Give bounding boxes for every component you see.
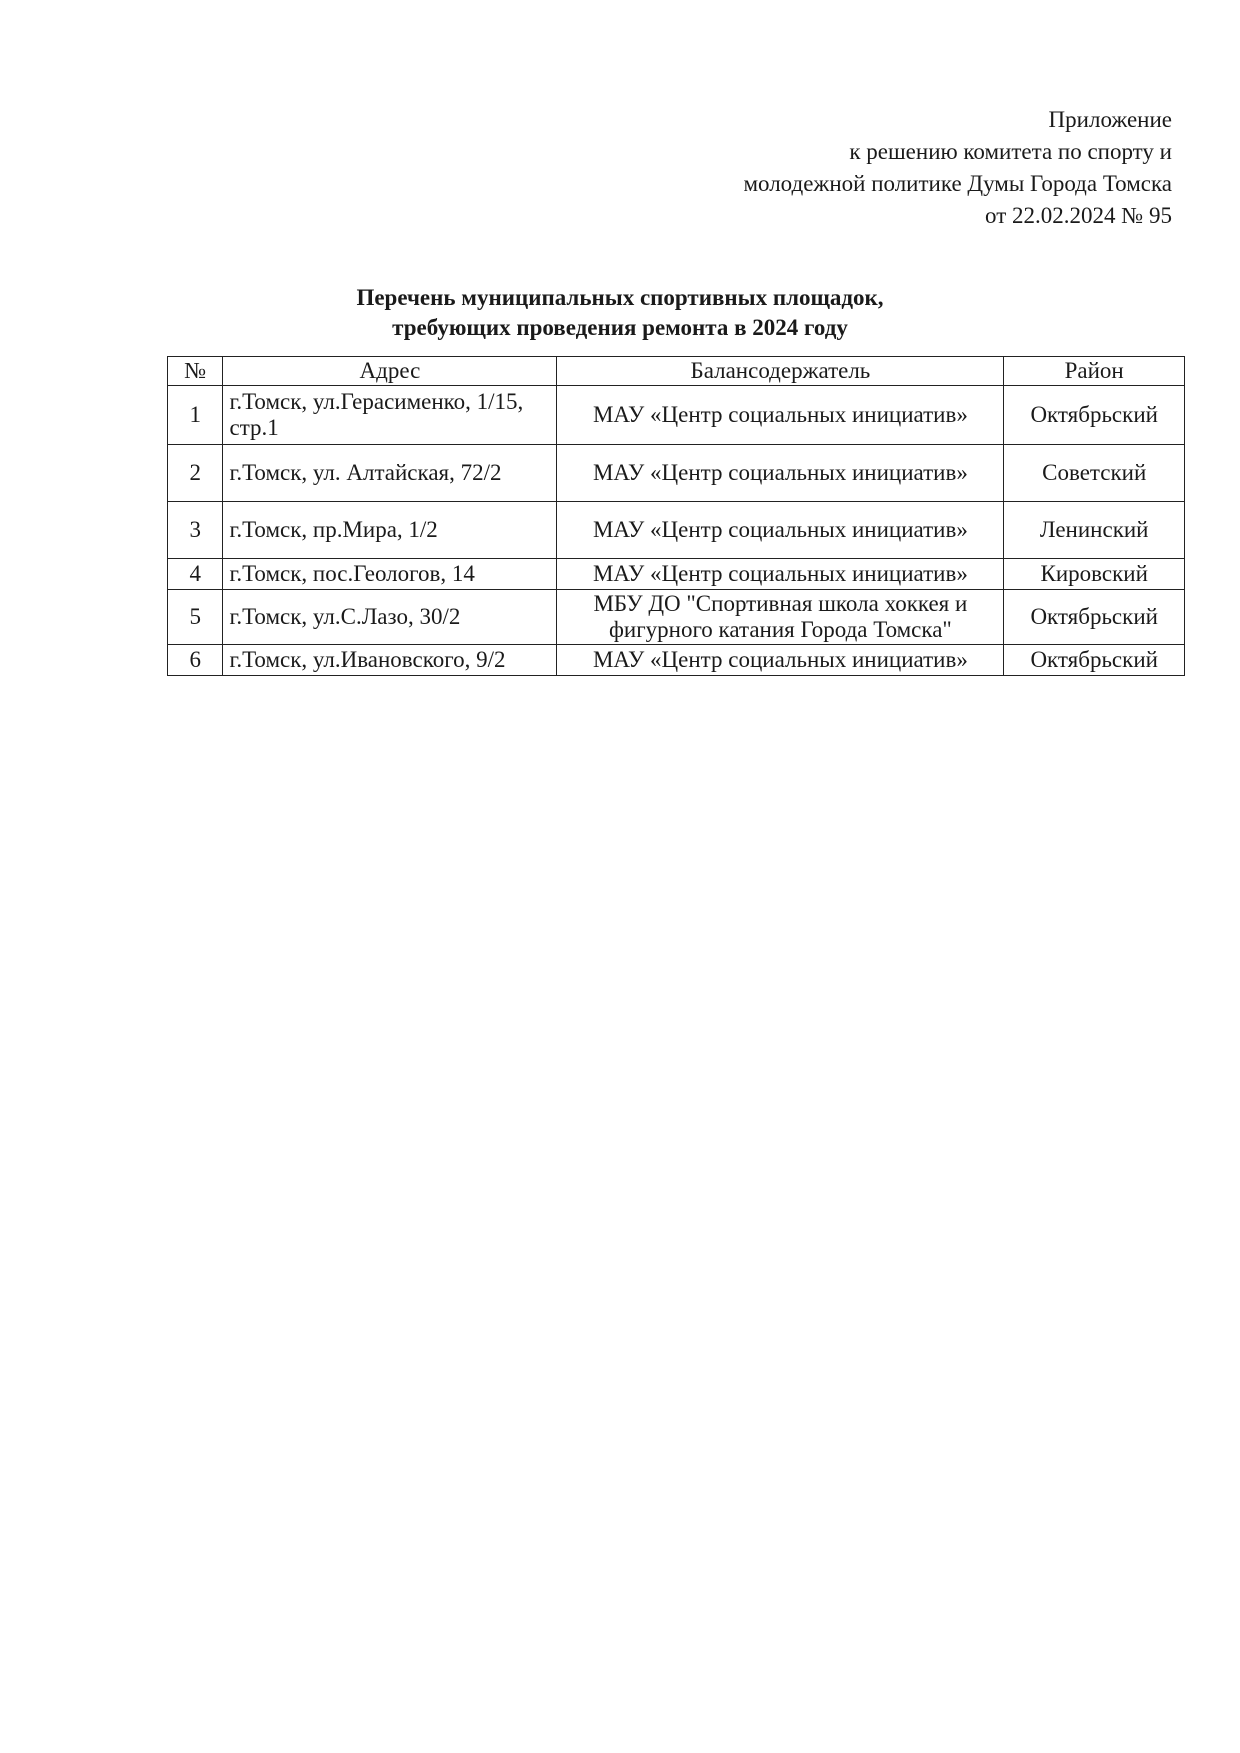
table-header-row [168,357,1185,386]
title-line-1: Перечень муниципальных спортивных площадок, [356,285,884,310]
sports-sites-table [167,356,1185,676]
title-line-2: требующих проведения ремонта в 2024 году [392,315,848,340]
row-address: г.Томск, ул.С.Лазо, 30/2 [223,590,557,645]
row-holder: МАУ «Центр социальных инициатив» [557,445,1004,502]
row-holder: МБУ ДО "Спортивная школа хоккея и фигурного катания Города Томска" [557,590,1004,645]
row-holder: МАУ «Центр социальных инициатив» [557,502,1004,559]
row-number: 5 [168,590,223,645]
table-row [168,645,1185,676]
decision-date-number: от 22.02.2024 № 95 [985,203,1172,228]
row-address: г.Томск, пос.Геологов, 14 [223,559,557,590]
row-holder: МАУ «Центр социальных инициатив» [557,645,1004,676]
table-row [168,502,1185,559]
row-number: 6 [168,645,223,676]
row-district: Советский [1004,445,1185,502]
row-district: Октябрьский [1004,590,1185,645]
row-address: г.Томск, ул.Герасименко, 1/15, стр.1 [223,386,557,445]
row-district: Кировский [1004,559,1185,590]
appendix-label: Приложение [1048,107,1172,132]
row-holder: МАУ «Центр социальных инициатив» [557,386,1004,445]
table-row [168,559,1185,590]
row-address: г.Томск, ул.Ивановского, 9/2 [223,645,557,676]
column-header-address: Адрес [223,357,557,386]
row-number: 2 [168,445,223,502]
column-header-number: № [168,357,223,386]
column-header-holder: Балансодержатель [557,357,1004,386]
row-district: Октябрьский [1004,386,1185,445]
row-address: г.Томск, пр.Мира, 1/2 [223,502,557,559]
row-district: Ленинский [1004,502,1185,559]
column-header-district: Район [1004,357,1185,386]
document-title [0,283,1240,343]
row-number: 1 [168,386,223,445]
row-holder: МАУ «Центр социальных инициатив» [557,559,1004,590]
row-address: г.Томск, ул. Алтайская, 72/2 [223,445,557,502]
row-district: Октябрьский [1004,645,1185,676]
row-number: 4 [168,559,223,590]
committee-name: молодежной политике Думы Города Томска [743,171,1172,196]
table-row [168,386,1185,445]
decision-reference: к решению комитета по спорту и [849,139,1172,164]
table-row [168,445,1185,502]
row-number: 3 [168,502,223,559]
appendix-header [743,104,1172,232]
table-row [168,590,1185,645]
